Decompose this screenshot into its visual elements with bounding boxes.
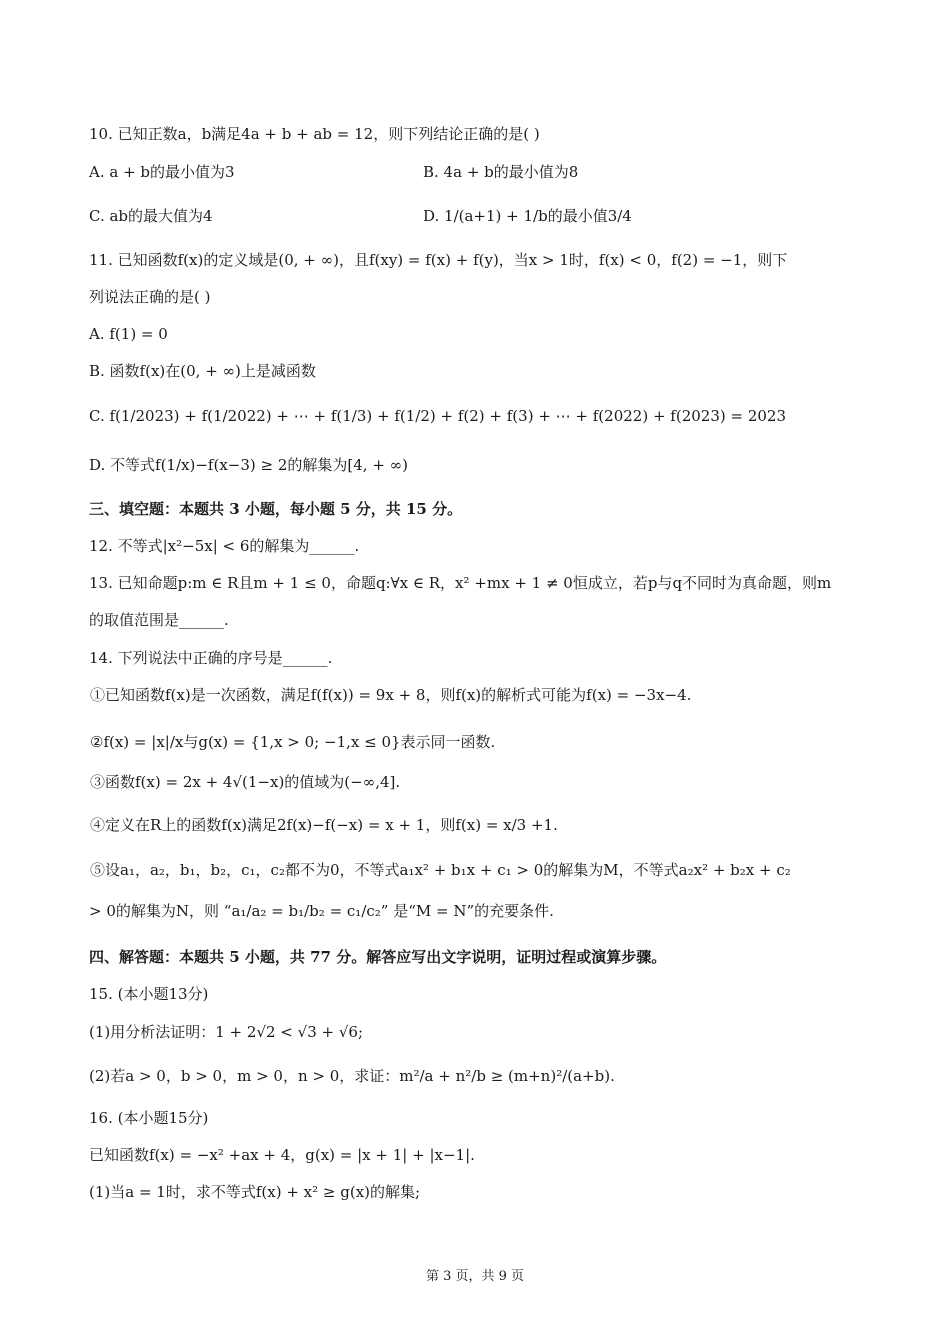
q16-title: 16. (本小题15分) [89, 1109, 209, 1127]
q11-option-d: D. 不等式f(1/x)−f(x−3) ≥ 2的解集为[4, + ∞) [89, 456, 408, 474]
q14-stem: 14. 下列说法中正确的序号是______. [89, 649, 333, 667]
section-3-heading: 三、填空题：本题共 3 小题，每小题 5 分，共 15 分。 [89, 500, 463, 518]
q10-option-a: A. a + b的最小值为3 [89, 163, 235, 181]
q13-line2: 的取值范围是______. [89, 611, 229, 629]
q15-part-2: (2)若a > 0，b > 0，m > 0，n > 0，求证：m²/a + n²/b ≥ (m+n)²/(a+b). [89, 1067, 615, 1085]
q10-option-b: B. 4a + b的最小值为8 [423, 163, 579, 181]
q14-item-1: ①已知函数f(x)是一次函数，满足f(f(x)) = 9x + 8，则f(x)的解析式可能为f(x) = −3x−4. [90, 686, 692, 704]
q13-line1: 13. 已知命题p:m ∈ R且m + 1 ≤ 0，命题q:∀x ∈ R，x² +mx + 1 ≠ 0恒成立，若p与q不同时为真命题，则m [89, 574, 832, 592]
q15-title: 15. (本小题13分) [89, 985, 209, 1003]
q14-item-5-line1: ⑤设a₁，a₂，b₁，b₂，c₁，c₂都不为0，不等式a₁x² + b₁x + c₁ > 0的解集为M，不等式a₂x² + b₂x + c₂ [90, 861, 791, 879]
q15-part-1: (1)用分析法证明：1 + 2√2 < √3 + √6; [89, 1023, 364, 1041]
q12: 12. 不等式|x²−5x| < 6的解集为______. [89, 537, 360, 555]
section-4-heading: 四、解答题：本题共 5 小题，共 77 分。解答应写出文字说明，证明过程或演算步骤。 [89, 948, 667, 966]
q11-stem-line1: 11. 已知函数f(x)的定义域是(0, + ∞)，且f(xy) = f(x) + f(y)，当x > 1时，f(x) < 0，f(2) = −1，则下 [89, 251, 788, 269]
q11-stem-line2: 列说法正确的是( ) [89, 288, 211, 306]
q14-item-3: ③函数f(x) = 2x + 4√(1−x)的值域为(−∞,4]. [90, 773, 401, 791]
q10-option-d: D. 1/(a+1) + 1/b的最小值3/4 [423, 207, 632, 225]
q14-item-2: ②f(x) = |x|/x与g(x) = {1,x > 0; −1,x ≤ 0}表示同一函数. [90, 733, 496, 751]
q10-option-c: C. ab的最大值为4 [89, 207, 213, 225]
page-footer: 第 3 页，共 9 页 [425, 1269, 525, 1284]
q10-stem: 10. 已知正数a，b满足4a + b + ab = 12，则下列结论正确的是( ) [89, 125, 540, 143]
q16-given: 已知函数f(x) = −x² +ax + 4，g(x) = |x + 1| + |x−1|. [89, 1146, 475, 1164]
q14-item-5-line2: > 0的解集为N，则 “a₁/a₂ = b₁/b₂ = c₁/c₂” 是“M = N”的充要条件. [89, 902, 554, 920]
q11-option-a: A. f(1) = 0 [89, 325, 168, 343]
q14-item-4: ④定义在R上的函数f(x)满足2f(x)−f(−x) = x + 1，则f(x) = x/3 +1. [90, 816, 558, 834]
q11-option-c: C. f(1/2023) + f(1/2022) + ⋯ + f(1/3) + f(1/2) + f(2) + f(3) + ⋯ + f(2022) + f(2023) = 2023 [89, 407, 787, 425]
q16-part-1: (1)当a = 1时，求不等式f(x) + x² ≥ g(x)的解集; [89, 1183, 421, 1201]
q11-option-b: B. 函数f(x)在(0, + ∞)上是减函数 [89, 362, 316, 380]
